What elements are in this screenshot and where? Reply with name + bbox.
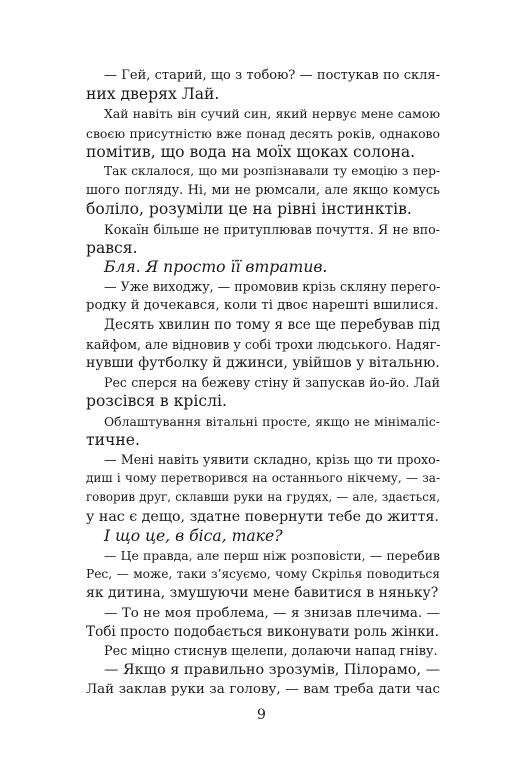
text-line: Рес міцно стиснув щелепи, долаючи напад гніву. [104, 644, 438, 659]
text-line: — Уже виходжу, — промовив крізь скляну перего- [104, 279, 441, 295]
text-line: — Це правда, але перш ніж розповісти, — перебив [104, 548, 440, 563]
text-line: помітив, що вода на моїх щоках солона. [86, 142, 416, 161]
text-line: у нас є дещо, здатне повернути тебе до життя. [86, 508, 439, 525]
text-line: — Мені навіть уявити складно, крізь що ти прохо- [104, 452, 440, 467]
text-line: розсівся в кріслі. [86, 392, 227, 411]
text-line: говорив друг, склавши руки на грудях, — але, здається, [86, 490, 440, 505]
text-line: Тобі просто подобається виконувати роль жінки. [86, 623, 439, 640]
italic-thought-line: Бля. Я просто її втратив. [104, 258, 328, 276]
text-line: Лай заклав руки за голову, — вам треба дати час [86, 682, 440, 698]
text-line: тичне. [86, 430, 140, 449]
text-line: Хай навіть він сучий син, який нервує мене самою [104, 106, 440, 122]
text-line: родку й дочекався, коли ті двоє нарешті вшилися. [86, 298, 439, 314]
text-line: — Гей, старий, що з тобою? — постукав по скля- [104, 68, 440, 83]
text-line: — Якщо я правильно зрозумів, Пілорамо, — [104, 662, 440, 679]
text-line: Рес сперся на бежеву стіну й запускав йо-йо. Лай [104, 375, 440, 391]
text-line: кайфом, але відновив у собі трохи людського. Надяг- [86, 336, 441, 352]
text-line: своєю присутністю вже понад десять років, однаково [86, 125, 440, 141]
text-line: рався. [86, 238, 138, 257]
text-line: диш і чому перетворився на останнього нікчему, — за- [86, 471, 440, 486]
text-line: Десять хвилин по тому я все ще перебував під [104, 316, 440, 333]
text-line: них дверях Лай. [86, 85, 220, 104]
italic-thought-line: І що це, в біса, таке? [104, 526, 283, 545]
text-line: — То не моя проблема, — я знизав плечима. — [104, 605, 440, 621]
text-line: Облаштування вітальні просте, якщо не мінімаліс- [104, 413, 440, 429]
text-line: шого погляду. Ні, ми не рюмсали, але якщо комусь [86, 183, 440, 199]
text-line: Рес, — може, таки з’ясуємо, чому Скрілья поводиться [86, 567, 440, 582]
page-number: 9 [257, 707, 266, 723]
text-line: Кокаїн більше не притуплював почуття. Я не впо- [104, 221, 440, 237]
text-line: Так склалося, що ми розпізнавали ту емоцію з пер- [104, 164, 440, 178]
text-line: як дитина, змушуючи мене бавитися в няньку? [86, 585, 439, 602]
text-line: нувши футболку й джинси, увійшов у вітальню. [86, 355, 440, 371]
text-line: боліло, розуміли це на рівні інстинктів. [86, 200, 412, 219]
